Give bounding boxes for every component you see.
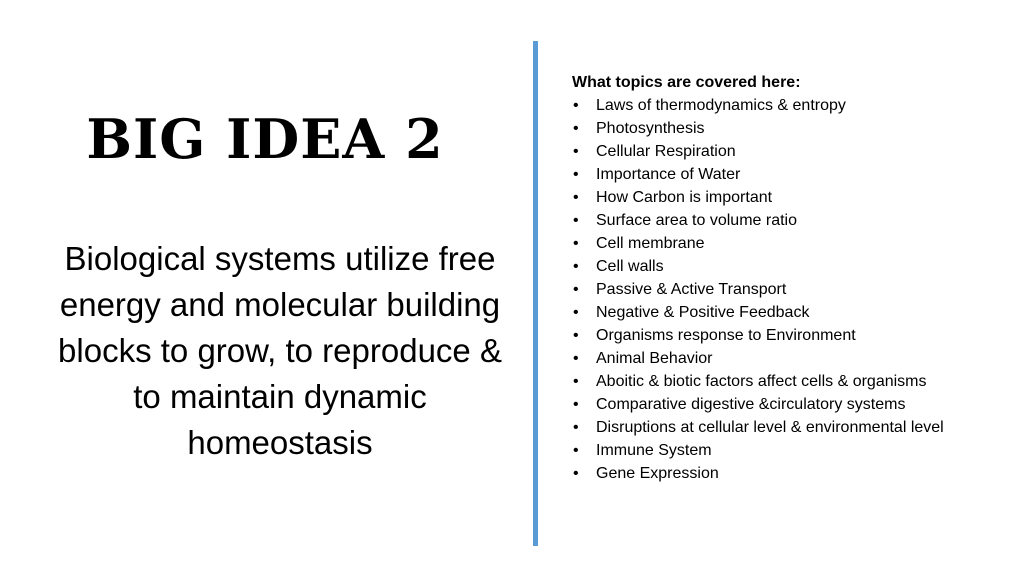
list-item: [572, 232, 1017, 255]
bullet-icon: •: [573, 304, 579, 321]
topics-panel: [572, 71, 1017, 485]
list-item: [572, 462, 1017, 485]
bullet-icon: •: [573, 465, 579, 482]
topic-label: Importance of Water: [596, 166, 741, 183]
list-item: [572, 163, 1017, 186]
bullet-icon: •: [573, 442, 579, 459]
bullet-icon: •: [573, 396, 579, 413]
bullet-icon: •: [573, 166, 579, 183]
topic-label: Immune System: [596, 442, 712, 459]
list-item: [572, 370, 1017, 393]
vertical-divider: [533, 41, 538, 546]
topic-label: Cell walls: [596, 258, 664, 275]
topic-label: Negative & Positive Feedback: [596, 304, 810, 321]
bullet-icon: •: [573, 419, 579, 436]
list-item: [572, 324, 1017, 347]
topic-label: How Carbon is important: [596, 189, 773, 206]
list-item: [572, 186, 1017, 209]
topic-label: Laws of thermodynamics & entropy: [596, 97, 846, 114]
topic-label: Organisms response to Environment: [596, 327, 856, 344]
bullet-icon: •: [573, 212, 579, 229]
topic-label: Passive & Active Transport: [596, 281, 787, 298]
bullet-icon: •: [573, 281, 579, 298]
list-item: [572, 439, 1017, 462]
bullet-icon: •: [573, 189, 579, 206]
topic-label: Photosynthesis: [596, 120, 705, 137]
bullet-icon: •: [573, 350, 579, 367]
list-item: [572, 278, 1017, 301]
topic-label: Surface area to volume ratio: [596, 212, 797, 229]
topic-label: Cellular Respiration: [596, 143, 736, 160]
list-item: [572, 347, 1017, 370]
bullet-icon: •: [573, 120, 579, 137]
list-item: [572, 255, 1017, 278]
list-item: [572, 117, 1017, 140]
slide-subtitle: Biological systems utilize free energy and molecular building blocks to grow, to reproduce & to maintain dynamic homeostasis: [58, 240, 502, 461]
bullet-icon: •: [573, 235, 579, 252]
list-item: [572, 209, 1017, 232]
bullet-icon: •: [573, 97, 579, 114]
topic-list: [572, 94, 1017, 485]
bullet-icon: •: [573, 143, 579, 160]
topic-label: Disruptions at cellular level & environmental level: [596, 419, 944, 436]
topic-label: Gene Expression: [596, 465, 719, 482]
list-item: [572, 393, 1017, 416]
list-item: [572, 140, 1017, 163]
topics-heading: What topics are covered here:: [572, 74, 801, 91]
bullet-icon: •: [573, 373, 579, 390]
list-item: [572, 301, 1017, 324]
bullet-icon: •: [573, 258, 579, 275]
topic-label: Animal Behavior: [596, 350, 713, 367]
list-item: [572, 94, 1017, 117]
slide-title: BIG IDEA 2: [86, 107, 444, 171]
bullet-icon: •: [573, 327, 579, 344]
list-item: [572, 416, 1017, 439]
topic-label: Aboitic & biotic factors affect cells & organisms: [596, 373, 927, 390]
topic-label: Comparative digestive &circulatory systems: [596, 396, 906, 413]
topic-label: Cell membrane: [596, 235, 705, 252]
